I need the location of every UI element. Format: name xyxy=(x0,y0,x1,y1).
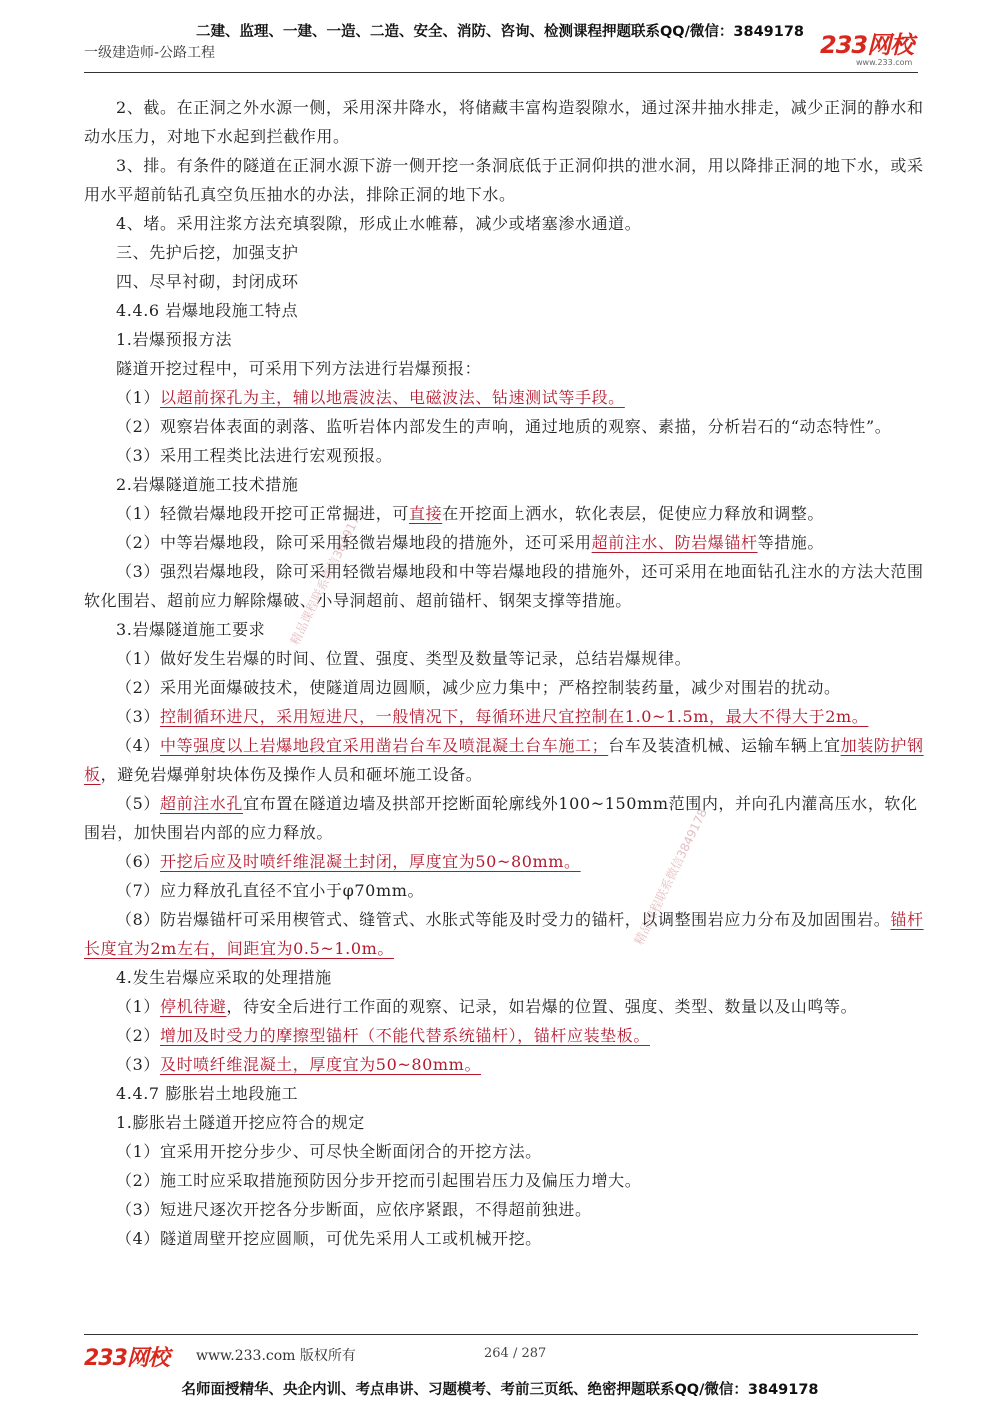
brand-logo xyxy=(820,32,930,70)
section-heading: 4.4.7 膨胀岩土地段施工 xyxy=(116,1084,299,1103)
highlighted-text: 直接 xyxy=(408,504,443,523)
highlighted-text: 加装防护钢板 xyxy=(84,736,924,784)
list-item: （1）轻微岩爆地段开挖可正常掘进，可直接在开挖面上洒水，软化表层，促使应力释放和调整。 xyxy=(116,504,824,523)
header-subtitle: 一级建造师-公路工程 xyxy=(84,45,216,61)
subsection-heading: 1.岩爆预报方法 xyxy=(116,330,233,349)
paragraph: 4、堵。采用注浆方法充填裂隙，形成止水帷幕，减少或堵塞渗水通道。 xyxy=(116,214,642,233)
page-number: 264 / 287 xyxy=(484,1346,547,1361)
footer-copyright: www.233.com 版权所有 xyxy=(196,1348,356,1364)
footer-contact-line: 名师面授精华、央企内训、考点串讲、习题模考、考前三页纸、绝密押题联系QQ/微信：3849178 xyxy=(181,1382,819,1398)
subsection-heading: 3.岩爆隧道施工要求 xyxy=(116,620,266,639)
subsection-heading: 2.岩爆隧道施工技术措施 xyxy=(116,475,299,494)
header-divider xyxy=(84,72,918,73)
list-item: （3）短进尺逐次开挖各分步断面，应依序紧跟，不得超前独进。 xyxy=(116,1200,592,1219)
subsection-heading: 4.发生岩爆应采取的处理措施 xyxy=(116,968,332,987)
list-item: （2）增加及时受力的摩擦型锚杆（不能代替系统锚杆），锚杆应装垫板。 xyxy=(116,1026,650,1045)
highlighted-text: 控制循环进尺，采用短进尺，一般情况下，每循环进尺宜控制在1.0~1.5m，最大不得大于2m。 xyxy=(159,707,869,726)
paragraph: 隧道开挖过程中，可采用下列方法进行岩爆预报： xyxy=(116,359,482,378)
highlighted-text: 中等强度以上岩爆地段宜采用凿岩台车及喷混凝土台车施工； xyxy=(159,736,609,755)
footer-divider xyxy=(84,1334,918,1335)
list-item: （2）观察岩体表面的剥落、监听岩体内部发生的声响，通过地质的观察、素描，分析岩石的“动态特性”。 xyxy=(116,417,892,436)
list-item: （1）停机待避，待安全后进行工作面的观察、记录，如岩爆的位置、强度、类型、数量以及山鸣等。 xyxy=(116,997,858,1016)
logo-site-text: www.233.com xyxy=(856,58,913,67)
section-heading: 4.4.6 岩爆地段施工特点 xyxy=(116,301,299,320)
paragraph: 2、截。在正洞之外水源一侧，采用深井降水，将储藏丰富构造裂隙水，通过深井抽水排走，减少正洞的静水和动水压力，对地下水起到拦截作用。 xyxy=(84,98,924,146)
list-item: （4）中等强度以上岩爆地段宜采用凿岩台车及喷混凝土台车施工；台车及装渣机械、运输车辆上宜加装防护钢板，避免岩爆弹射块体伤及操作人员和砸坏施工设备。 xyxy=(84,736,924,784)
document-body xyxy=(84,93,926,1253)
list-item: （5）超前注水孔宜布置在隧道边墙及拱部开挖断面轮廓线外100~150mm范围内，并向孔内灌高压水，软化围岩，加快围岩内部的应力释放。 xyxy=(84,794,918,842)
list-item: （3）及时喷纤维混凝土，厚度宜为50~80mm。 xyxy=(116,1055,482,1074)
footer-logo: 233网校 xyxy=(84,1346,169,1371)
highlighted-text: 超前注水、防岩爆锚杆 xyxy=(591,533,758,552)
subsection-heading: 1.膨胀岩土隧道开挖应符合的规定 xyxy=(116,1113,365,1132)
list-item: （3）控制循环进尺，采用短进尺，一般情况下，每循环进尺宜控制在1.0~1.5m，最大不得大于2m。 xyxy=(116,707,869,726)
paragraph: 3、排。有条件的隧道在正洞水源下游一侧开挖一条洞底低于正洞仰拱的泄水洞，用以降排正洞的地下水，或采用水平超前钻孔真空负压抽水的办法，排除正洞的地下水。 xyxy=(84,156,924,204)
list-item: （1）宜采用开挖分步少、可尽快全断面闭合的开挖方法。 xyxy=(116,1142,542,1161)
list-item: （3）强烈岩爆地段，除可采用轻微岩爆地段和中等岩爆地段的措施外，还可采用在地面钻孔注水的方法大范围软化围岩、超前应力解除爆破、小导洞超前、超前锚杆、钢架支撑等措施。 xyxy=(84,562,924,610)
list-item: （2）采用光面爆破技术，使隧道周边圆顺，减少应力集中；严格控制装药量，减少对围岩的扰动。 xyxy=(116,678,841,697)
list-item: （8）防岩爆锚杆可采用楔管式、缝管式、水胀式等能及时受力的锚杆，以调整围岩应力分布及加固围岩。锚杆长度宜为2m左右，间距宜为0.5~1.0m。 xyxy=(84,910,924,958)
section-heading: 三、先护后挖，加强支护 xyxy=(116,243,299,262)
highlighted-text: 停机待避 xyxy=(159,997,227,1016)
header-contact-line: 二建、监理、一建、一造、二造、安全、消防、咨询、检测课程押题联系QQ/微信：3849178 xyxy=(195,24,805,40)
list-item: （6）开挖后应及时喷纤维混凝土封闭，厚度宜为50~80mm。 xyxy=(116,852,581,871)
list-item: （2）施工时应采取措施预防因分步开挖而引起围岩压力及偏压力增大。 xyxy=(116,1171,642,1190)
highlighted-text: 及时喷纤维混凝土，厚度宜为50~80mm。 xyxy=(159,1055,482,1074)
highlighted-text: 以超前探孔为主，辅以地震波法、电磁波法、钻速测试等手段。 xyxy=(159,388,625,407)
list-item: （7）应力释放孔直径不宜小于φ70mm。 xyxy=(116,881,425,900)
watermark-1: 精品课程联系微信3849178 xyxy=(287,506,366,648)
list-item: （2）中等岩爆地段，除可采用轻微岩爆地段的措施外，还可采用超前注水、防岩爆锚杆等措施。 xyxy=(116,533,825,552)
list-item: （3）采用工程类比法进行宏观预报。 xyxy=(116,446,393,465)
highlighted-text: 增加及时受力的摩擦型锚杆（不能代替系统锚杆），锚杆应装垫板。 xyxy=(159,1026,650,1045)
highlighted-text: 锚杆长度宜为2m左右，间距宜为0.5~1.0m。 xyxy=(84,910,924,958)
highlighted-text: 超前注水孔 xyxy=(159,794,243,813)
list-item: （1）以超前探孔为主，辅以地震波法、电磁波法、钻速测试等手段。 xyxy=(116,388,625,407)
highlighted-text: 开挖后应及时喷纤维混凝土封闭，厚度宜为50~80mm。 xyxy=(159,852,581,871)
list-item: （4）隧道周壁开挖应圆顺，可优先采用人工或机械开挖。 xyxy=(116,1229,542,1248)
section-heading: 四、尽早衬砌，封闭成环 xyxy=(116,272,299,291)
watermark-2: 精品课程联系微信3849178 xyxy=(631,806,710,948)
list-item: （1）做好发生岩爆的时间、位置、强度、类型及数量等记录，总结岩爆规律。 xyxy=(116,649,692,668)
logo-brand-text: 233网校 xyxy=(820,31,914,59)
